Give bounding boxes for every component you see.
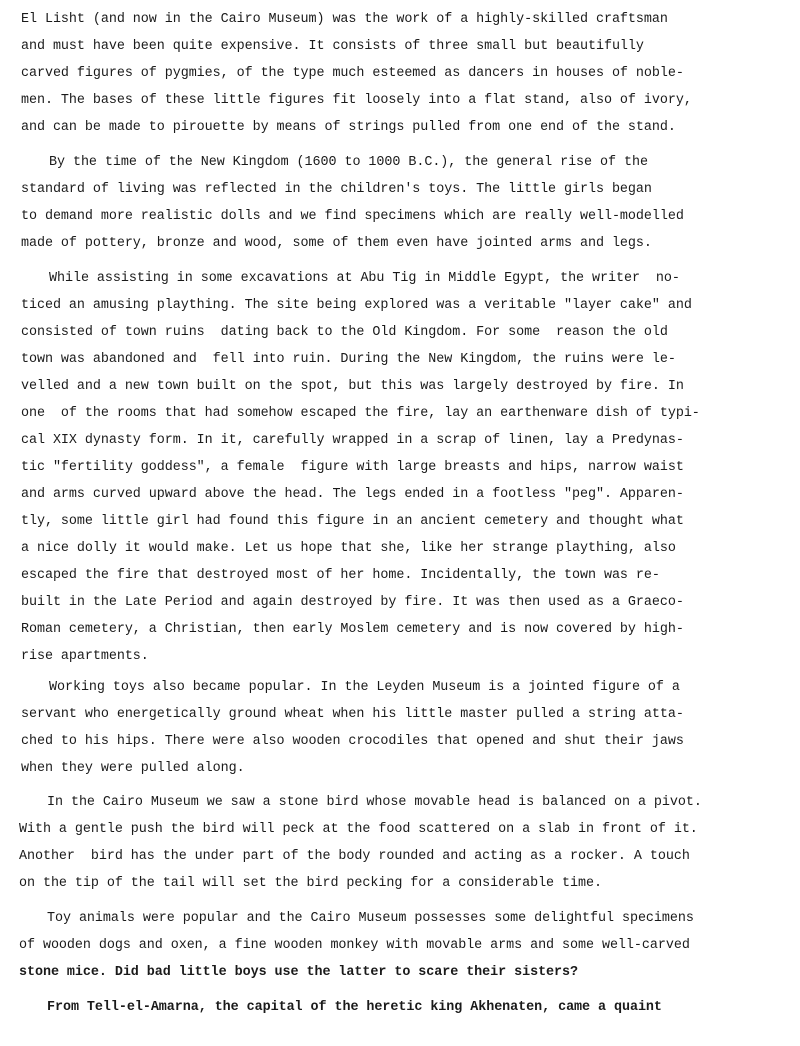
text-line: velled and a new town built on the spot, but this was largely destroyed by fire. In xyxy=(21,379,684,394)
text-line: With a gentle push the bird will peck at the food scattered on a slab in front of it. xyxy=(19,822,698,837)
text-line: and can be made to pirouette by means of strings pulled from one end of the stand. xyxy=(21,120,676,135)
text-line: consisted of town ruins dating back to the Old Kingdom. For some reason the old xyxy=(21,325,668,340)
text-line: stone mice. Did bad little boys use the latter to scare their sisters? xyxy=(19,965,578,980)
text-line: ticed an amusing plaything. The site being explored was a veritable "layer cake" and xyxy=(21,298,692,313)
text-line: men. The bases of these little figures fit loosely into a flat stand, also of ivory, xyxy=(21,93,692,108)
text-line: ched to his hips. There were also wooden crocodiles that opened and shut their jaws xyxy=(21,734,684,749)
text-line: and must have been quite expensive. It consists of three small but beautifully xyxy=(21,39,644,54)
text-line: By the time of the New Kingdom (1600 to 1000 B.C.), the general rise of the xyxy=(49,155,648,170)
text-line: In the Cairo Museum we saw a stone bird whose movable head is balanced on a pivot. xyxy=(47,795,702,810)
text-line: escaped the fire that destroyed most of her home. Incidentally, the town was re- xyxy=(21,568,660,583)
text-line: While assisting in some excavations at Abu Tig in Middle Egypt, the writer no- xyxy=(49,271,680,286)
text-line: servant who energetically ground wheat when his little master pulled a string atta- xyxy=(21,707,684,722)
text-line: a nice dolly it would make. Let us hope that she, like her strange plaything, also xyxy=(21,541,676,556)
text-line: El Lisht (and now in the Cairo Museum) was the work of a highly-skilled craftsman xyxy=(21,12,668,27)
text-line: tic "fertility goddess", a female figure with large breasts and hips, narrow waist xyxy=(21,460,684,475)
text-line: to demand more realistic dolls and we find specimens which are really well-modelled xyxy=(21,209,684,224)
text-line: when they were pulled along. xyxy=(21,761,245,776)
text-line: Another bird has the under part of the body rounded and acting as a rocker. A touch xyxy=(19,849,690,864)
text-line: made of pottery, bronze and wood, some of them even have jointed arms and legs. xyxy=(21,236,652,251)
text-line: on the tip of the tail will set the bird pecking for a considerable time. xyxy=(19,876,602,891)
text-line: rise apartments. xyxy=(21,649,149,664)
text-line: tly, some little girl had found this figure in an ancient cemetery and thought what xyxy=(21,514,684,529)
text-line: From Tell-el-Amarna, the capital of the heretic king Akhenaten, came a quaint xyxy=(47,1000,662,1015)
text-line: town was abandoned and fell into ruin. During the New Kingdom, the ruins were le- xyxy=(21,352,676,367)
text-line: one of the rooms that had somehow escaped the fire, lay an earthenware dish of typi- xyxy=(21,406,700,421)
text-line: of wooden dogs and oxen, a fine wooden monkey with movable arms and some well-carved xyxy=(19,938,690,953)
text-line: standard of living was reflected in the children's toys. The little girls began xyxy=(21,182,652,197)
text-line: Toy animals were popular and the Cairo Museum possesses some delightful specimens xyxy=(47,911,694,926)
text-line: Roman cemetery, a Christian, then early Moslem cemetery and is now covered by high- xyxy=(21,622,684,637)
text-line: built in the Late Period and again destroyed by fire. It was then used as a Graeco- xyxy=(21,595,684,610)
text-line: carved figures of pygmies, of the type much esteemed as dancers in houses of noble- xyxy=(21,66,684,81)
text-line: cal XIX dynasty form. In it, carefully wrapped in a scrap of linen, lay a Predynas- xyxy=(21,433,684,448)
text-line: and arms curved upward above the head. The legs ended in a footless "peg". Apparen- xyxy=(21,487,684,502)
text-line: Working toys also became popular. In the Leyden Museum is a jointed figure of a xyxy=(49,680,680,695)
